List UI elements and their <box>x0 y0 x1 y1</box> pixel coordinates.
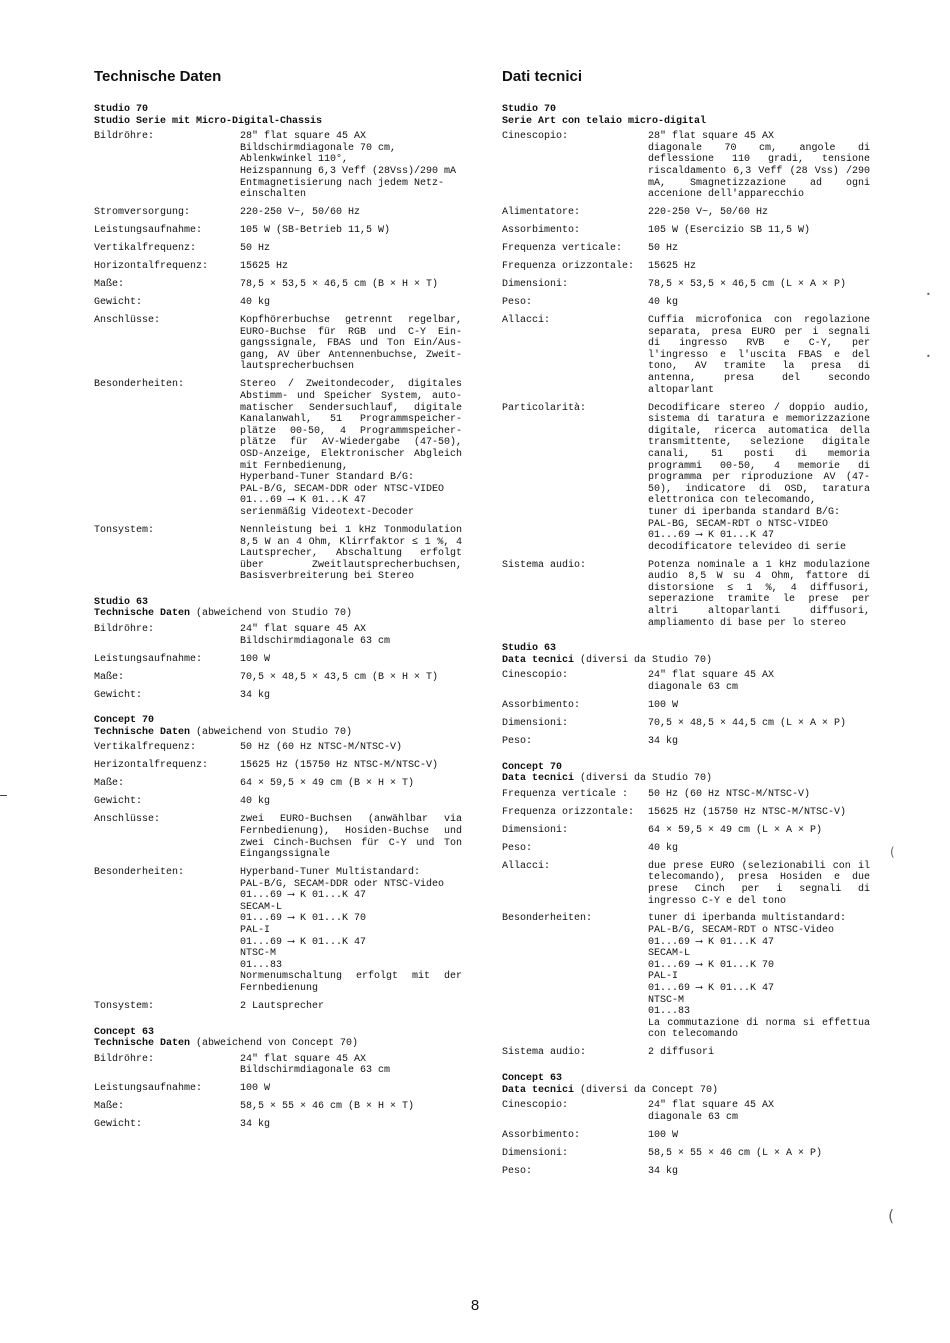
section-model-name: Concept 63 <box>94 1026 155 1038</box>
german-title: Technische Daten <box>94 68 222 85</box>
scan-bracket-mark: ( <box>888 1206 895 1225</box>
spec-label: Tonsystem: <box>94 1001 155 1013</box>
spec-row <box>94 796 474 808</box>
spec-value: 105 W (SB-Betrieb 11,5 W) <box>240 225 391 237</box>
german-sections <box>94 104 474 1131</box>
spec-section <box>94 104 474 583</box>
spec-row <box>94 742 474 754</box>
spec-label: Bildröhre: <box>94 624 155 636</box>
spec-value: 24" flat square 45 AX Bildschirmdiagonale 63 cm <box>240 1053 391 1077</box>
spec-value: 24" flat square 45 AX diagonale 63 cm <box>648 670 775 694</box>
spec-label: Dimensioni: <box>502 1147 569 1159</box>
spec-label: Peso: <box>502 1165 533 1177</box>
spec-label: Cinescopio: <box>502 670 569 682</box>
spec-row <box>94 1054 474 1077</box>
spec-label: Assorbimento: <box>502 700 581 712</box>
spec-label: Herizontalfrequenz: <box>94 760 209 772</box>
spec-row <box>94 1101 474 1113</box>
spec-label: Besonderheiten: <box>94 867 185 879</box>
spec-value: 34 kg <box>648 1165 679 1177</box>
spec-value: 100 W <box>648 1129 679 1141</box>
spec-label: Dimensioni: <box>502 824 569 836</box>
spec-value: 64 × 59,5 × 49 cm (L × A × P) <box>648 824 823 836</box>
section-model-name: Studio 63 <box>502 643 557 655</box>
section-subtitle-note: (abweichend von Studio 70) <box>190 608 353 620</box>
spec-value: 78,5 × 53,5 × 46,5 cm (B × H × T) <box>240 279 439 291</box>
spec-label: Maße: <box>94 671 125 683</box>
spec-value: 50 Hz (60 Hz NTSC-M/NTSC-V) <box>648 788 811 800</box>
spec-value: 15625 Hz (15750 Hz NTSC-M/NTSC-V) <box>648 806 847 818</box>
spec-row <box>94 525 474 583</box>
spec-section <box>94 1027 474 1131</box>
spec-row <box>94 297 474 309</box>
spec-value: 24" flat square 45 AX diagonale 63 cm <box>648 1100 775 1123</box>
spec-value: zwei EURO-Buchsen (anwählbar via Fernbedienung), Hosiden-Buchse und zwei Cinch-Buchsen für C-Y und Ton Eingangssignale <box>240 814 462 861</box>
spec-value: Nennleistung bei 1 kHz Tonmodulation 8,5 W an 4 Ohm, Klirrfaktor ≤ 1 %, 4 Lautsprecher, Abschaltung erfolgt über Zweitlautsprecherbuchsen, Basisverbreiterung bei Stereo <box>240 524 462 583</box>
section-subtitle <box>94 608 474 620</box>
section-subtitle <box>502 116 882 128</box>
spec-row <box>94 760 474 772</box>
section-subtitle-bold: Data tecnici <box>502 654 575 666</box>
spec-label: Sistema audio: <box>502 559 587 571</box>
spec-row <box>94 690 474 702</box>
spec-value: 100 W <box>648 700 679 712</box>
spec-row <box>502 243 882 255</box>
italian-title: Dati tecnici <box>502 68 583 85</box>
spec-rows <box>502 1100 882 1177</box>
spec-row <box>502 861 882 907</box>
spec-value: Stereo / Zweitondecoder, digitales Abstimm- und Speicher System, auto-matischer Sendersuchlauf, digitale Kanalanwahl, 51 Programmspeicher-plätze 00-50, 4 Programmspeicher-plätze für AV-Wiedergabe (47-50), OSD-Anzeige, Elektronischer Abgleich mit Fernbedienung, Hyperband-Tuner Standard B/G: PAL-B/G, SECAM-DDR oder NTSC-VIDEO 01...69 ⟶ K 01...K 47 serienmäßig Videotext-Decoder <box>240 379 462 518</box>
spec-value: 15625 Hz (15750 Hz NTSC-M/NTSC-V) <box>240 760 439 772</box>
section-subtitle-note: (abweichend von Studio 70) <box>190 726 353 738</box>
section-subtitle <box>94 116 474 128</box>
spec-value: 70,5 × 48,5 × 43,5 cm (B × H × T) <box>240 671 439 683</box>
section-subtitle-bold: Data tecnici <box>502 1084 575 1096</box>
spec-label: Maße: <box>94 279 125 291</box>
spec-row <box>502 843 882 855</box>
spec-label: Gewicht: <box>94 297 143 309</box>
section-subtitle-note: (diversi da Concept 70) <box>574 1084 719 1096</box>
spec-label: Peso: <box>502 736 533 747</box>
spec-value: Hyperband-Tuner Multistandard: PAL-B/G, SECAM-DDR oder NTSC-Video 01...69 ⟶ K 01...K 47 SECAM-L 01...69 ⟶ K 01...K 70 PAL-I 01...69 ⟶ K 01...K 47 NTSC-M 01...83 Normenumschaltung erfolgt mit der Fernbedienung <box>240 867 462 995</box>
spec-label: Besonderheiten: <box>94 379 185 391</box>
spec-value: 100 W <box>240 653 271 665</box>
spec-row <box>502 207 882 219</box>
italian-sections <box>502 104 882 1177</box>
section-model-name: Studio 70 <box>94 104 149 115</box>
spec-label: Allacci: <box>502 860 551 872</box>
section-model-name: Studio 70 <box>502 104 557 115</box>
section-subtitle-note: (abweichend von Concept 70) <box>190 1038 359 1050</box>
spec-value: 28" flat square 45 AX Bildschirmdiagonale 70 cm, Ablenkwinkel 110°, Heizspannung 6,3 Veff (28Vss)/290 mA Entmagnetisierung nach jedem Netz- einschalten <box>240 131 457 201</box>
spec-row <box>502 789 882 801</box>
spec-value: 78,5 × 53,5 × 46,5 cm (L × A × P) <box>648 279 847 291</box>
section-subtitle <box>94 727 474 739</box>
spec-rows <box>94 624 474 701</box>
spec-row <box>502 560 882 630</box>
spec-row <box>502 1047 882 1059</box>
spec-section <box>502 1073 882 1177</box>
spec-value: 220-250 V~, 50/60 Hz <box>240 207 361 219</box>
spec-label: Cinescopio: <box>502 1100 569 1112</box>
section-subtitle <box>502 1085 882 1097</box>
section-subtitle-bold: Technische Daten <box>94 726 191 738</box>
scan-dot-mark: • <box>926 290 931 299</box>
spec-label: Peso: <box>502 297 533 309</box>
spec-value: 15625 Hz <box>648 261 697 273</box>
spec-value: 105 W (Esercizio SB 11,5 W) <box>648 225 811 237</box>
spec-row <box>502 1166 882 1178</box>
spec-row <box>502 1130 882 1142</box>
spec-label: Assorbimento: <box>502 225 581 237</box>
scan-dash-mark <box>0 795 7 796</box>
spec-value: 40 kg <box>648 842 679 854</box>
spec-label: Stromversorgung: <box>94 207 191 219</box>
spec-row <box>94 1083 474 1095</box>
spec-label: Besonderheiten: <box>502 913 593 925</box>
spec-value: 28" flat square 45 AX diagonale 70 cm, angole di deflessione 110 gradi, tensione riscaldamento 6,3 Veff (28 Vss) /290 mA, Smagnetizzazione ad ogni accenione dell'apparecchio <box>648 131 870 201</box>
spec-row <box>502 1100 882 1123</box>
scan-bracket-mark: ( <box>890 845 895 859</box>
spec-row <box>502 403 882 554</box>
spec-row <box>94 867 474 995</box>
spec-label: Gewicht: <box>94 1119 143 1131</box>
spec-section <box>502 762 882 1059</box>
section-subtitle-note: (diversi da Studio 70) <box>574 654 713 666</box>
spec-row <box>94 379 474 518</box>
spec-row <box>94 315 474 373</box>
spec-label: Vertikalfrequenz: <box>94 742 197 754</box>
spec-value: 24" flat square 45 AX Bildschirmdiagonale 63 cm <box>240 624 391 647</box>
spec-label: Maße: <box>94 778 125 790</box>
section-subtitle-bold: Data tecnici <box>502 773 575 785</box>
spec-label: Leistungsaufnahme: <box>94 653 203 665</box>
page-number: 8 <box>470 1297 480 1314</box>
german-column <box>94 68 474 1131</box>
spec-row <box>94 261 474 273</box>
spec-label: Dimensioni: <box>502 718 569 730</box>
spec-value: 50 Hz <box>648 243 679 255</box>
spec-row <box>94 778 474 790</box>
section-model-name: Concept 70 <box>94 715 155 727</box>
spec-value: 40 kg <box>240 796 271 808</box>
spec-value: 100 W <box>240 1083 271 1095</box>
spec-section <box>94 597 474 701</box>
section-subtitle <box>94 1038 474 1050</box>
section-model-name: Concept 63 <box>502 1073 563 1084</box>
spec-row <box>502 670 882 693</box>
spec-rows <box>94 1054 474 1131</box>
spec-label: Bildröhre: <box>94 1053 155 1065</box>
spec-value: Decodificare stereo / doppio audio, sistema di taratura e memorizzazione digitale, ricerca automatica della transmittente, selezione digitale canali, 51 posti di memoria programmi 00-50, 4 memorie di programma per riproduzione AV (47-50), indicatore di OSD, taratura elettronica con telecomando, tuner di iperbanda standard B/G: PAL-BG, SECAM-RDT o NTSC-VIDEO 01...69 ⟶ K 01...K 47 decodificatore televideo di serie <box>648 402 870 553</box>
spec-row <box>94 654 474 666</box>
spec-value: 50 Hz <box>240 243 271 255</box>
spec-row <box>94 243 474 255</box>
spec-rows <box>502 789 882 1059</box>
spec-value: Cuffia microfonica con regolazione separata, presa EURO per i segnali di ingresso RVB e C-Y, per l'ingresso e l'uscita FBAS e del tono, AV tramite la presa di antenna, presa del secondo altoparlant <box>648 315 870 396</box>
spec-row <box>502 261 882 273</box>
spec-value: 58,5 × 55 × 46 cm (L × A × P) <box>648 1147 823 1159</box>
spec-value: 34 kg <box>648 736 679 747</box>
spec-value: 40 kg <box>648 297 679 309</box>
spec-label: Frequenza orizzontale: <box>502 806 635 818</box>
spec-row <box>94 131 474 201</box>
spec-row <box>502 736 882 748</box>
spec-value: 15625 Hz <box>240 261 289 273</box>
spec-row <box>94 207 474 219</box>
spec-label: Alimentatore: <box>502 207 581 219</box>
spec-label: Frequenza verticale: <box>502 243 623 255</box>
spec-section <box>94 715 474 1012</box>
spec-value: 34 kg <box>240 1119 271 1131</box>
spec-row <box>502 279 882 291</box>
spec-row <box>502 825 882 837</box>
spec-row <box>94 1001 474 1013</box>
spec-row <box>94 672 474 684</box>
section-subtitle <box>502 655 882 667</box>
spec-label: Particolarità: <box>502 402 587 414</box>
spec-row <box>502 913 882 1041</box>
spec-row <box>502 718 882 730</box>
spec-row <box>502 700 882 712</box>
section-subtitle-bold: Technische Daten <box>94 608 191 620</box>
spec-value: 2 Lautsprecher <box>240 1001 325 1013</box>
spec-row <box>502 131 882 201</box>
section-subtitle-bold: Studio Serie mit Micro-Digital-Chassis <box>94 115 323 127</box>
spec-row <box>502 807 882 819</box>
spec-label: Bildröhre: <box>94 131 155 143</box>
spec-value: 58,5 × 55 × 46 cm (B × H × T) <box>240 1101 415 1113</box>
spec-value: 40 kg <box>240 297 271 309</box>
spec-value: 50 Hz (60 Hz NTSC-M/NTSC-V) <box>240 742 403 754</box>
spec-label: Peso: <box>502 842 533 854</box>
spec-label: Cinescopio: <box>502 131 569 143</box>
spec-row <box>94 624 474 647</box>
spec-value: Potenza nominale a 1 kHz modulazione audio 8,5 W su 4 Ohm, fattore di distorsione ≤ 1 %, 4 diffusori, seperazione tramite le prese per altri altoparlanti diffusori, ampliamento di base per lo stereo <box>648 559 870 629</box>
spec-label: Frequenza verticale : <box>502 788 629 800</box>
spec-row <box>502 297 882 309</box>
spec-label: Tonsystem: <box>94 524 155 536</box>
spec-label: Maße: <box>94 1101 125 1113</box>
spec-value: 64 × 59,5 × 49 cm (B × H × T) <box>240 778 415 790</box>
spec-label: Anschlüsse: <box>94 814 161 826</box>
spec-row <box>502 1148 882 1160</box>
spec-value: 2 diffusori <box>648 1047 715 1059</box>
spec-label: Allacci: <box>502 315 551 327</box>
spec-rows <box>94 742 474 1012</box>
spec-value: Kopfhörerbuchse getrennt regelbar, EURO-Buchse für RGB und C-Y Ein-gangssignale, FBAS und Ton Ein/Aus-gang, AV über Antennenbuchse, Zweit-lautsprecherbuchsen <box>240 315 462 373</box>
spec-label: Gewicht: <box>94 689 143 701</box>
spec-row <box>94 225 474 237</box>
spec-value: 70,5 × 48,5 × 44,5 cm (L × A × P) <box>648 718 847 730</box>
spec-row <box>94 1119 474 1131</box>
spec-rows <box>502 131 882 629</box>
spec-label: Assorbimento: <box>502 1129 581 1141</box>
spec-label: Dimensioni: <box>502 279 569 291</box>
spec-label: Gewicht: <box>94 796 143 808</box>
section-model-name: Studio 63 <box>94 596 149 608</box>
spec-rows <box>94 131 474 583</box>
spec-label: Vertikalfrequenz: <box>94 243 197 255</box>
spec-value: tuner di iperbanda multistandard: PAL-B/G, SECAM-RDT o NTSC-Video 01...69 ⟶ K 01...K 47 SECAM-L 01...69 ⟶ K 01...K 70 PAL-I 01...69 ⟶ K 01...K 47 NTSC-M 01...83 La commutazione di norma si effettua con telecomando <box>648 913 870 1041</box>
section-subtitle <box>502 773 882 785</box>
italian-column <box>502 68 882 1177</box>
spec-label: Leistungsaufnahme: <box>94 225 203 237</box>
spec-section <box>502 104 882 629</box>
spec-label: Horizontalfrequenz: <box>94 261 209 273</box>
section-subtitle-bold: Serie Art con telaio micro-digital <box>502 115 707 127</box>
spec-section <box>502 643 882 747</box>
spec-row <box>502 225 882 237</box>
spec-row <box>94 814 474 860</box>
spec-label: Frequenza orizzontale: <box>502 261 635 273</box>
scan-dot-mark: • <box>926 352 931 361</box>
spec-row <box>94 279 474 291</box>
spec-value: 34 kg <box>240 689 271 701</box>
spec-rows <box>502 670 882 747</box>
section-subtitle-note: (diversi da Studio 70) <box>574 773 713 785</box>
spec-label: Anschlüsse: <box>94 315 161 327</box>
section-model-name: Concept 70 <box>502 761 563 773</box>
section-subtitle-bold: Technische Daten <box>94 1038 191 1050</box>
spec-label: Leistungsaufnahme: <box>94 1083 203 1095</box>
spec-value: 220-250 V~, 50/60 Hz <box>648 207 769 219</box>
spec-label: Sistema audio: <box>502 1047 587 1059</box>
spec-value: due prese EURO (selezionabili con il telecomando), presa Hosiden e due prese Cinch per i segnali di ingresso C-Y e del tono <box>648 860 870 907</box>
spec-row <box>502 315 882 396</box>
